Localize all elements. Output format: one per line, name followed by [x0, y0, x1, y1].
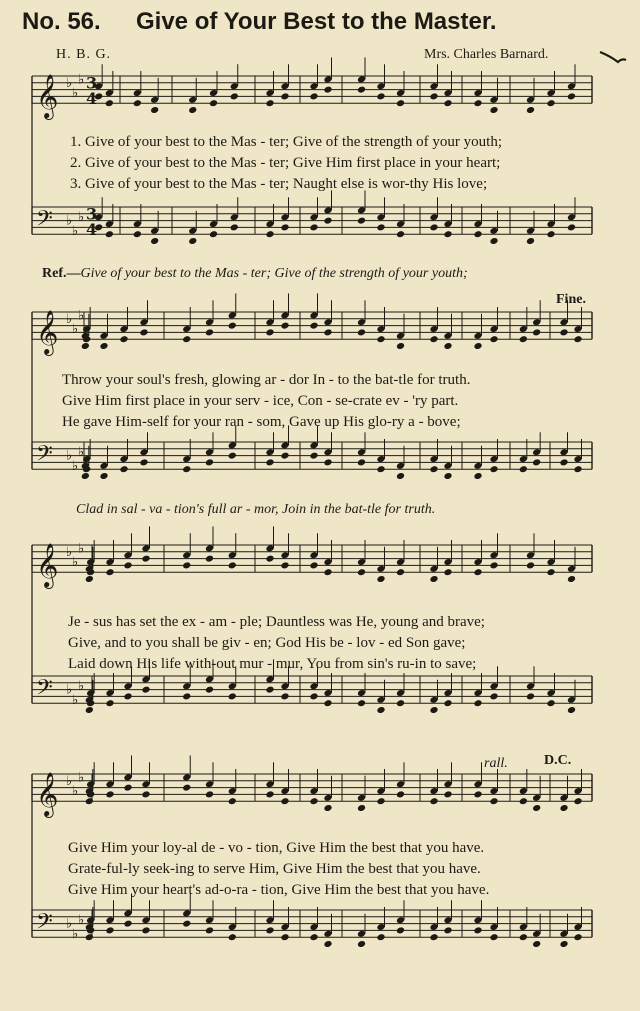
note-head	[357, 699, 366, 707]
flat-sign-icon: ♭	[78, 308, 85, 324]
note-head	[265, 555, 274, 563]
note-head	[141, 926, 150, 934]
flat-sign-icon: ♭	[66, 773, 73, 789]
flat-sign-icon: ♭	[78, 210, 85, 226]
note-head	[396, 99, 405, 107]
note-head	[376, 335, 385, 343]
note-head	[323, 804, 332, 812]
note-head	[230, 223, 239, 231]
note-head	[376, 706, 385, 714]
note-head	[309, 561, 318, 569]
note-head	[265, 328, 274, 336]
note-head	[323, 458, 332, 466]
note-head	[429, 92, 438, 100]
flat-sign-icon: ♭	[78, 541, 85, 557]
note-head	[205, 926, 214, 934]
verse-2-line-3: Give, and to you shall be giv - en; God His be - lov - ed Son gave;	[68, 635, 466, 651]
note-head	[280, 797, 289, 805]
note-head	[85, 575, 94, 583]
note-head	[376, 575, 385, 583]
note-head	[85, 706, 94, 714]
note-head	[532, 328, 541, 336]
note-head	[489, 237, 498, 245]
note-head	[357, 217, 366, 225]
note-head	[228, 933, 237, 941]
note-head	[123, 692, 132, 700]
note-head	[396, 472, 405, 480]
flat-sign-icon: ♭	[66, 544, 73, 560]
note-head	[105, 926, 114, 934]
note-head	[532, 458, 541, 466]
note-head	[357, 328, 366, 336]
bass-clef-icon: 𝄢	[36, 675, 53, 706]
note-head	[519, 335, 528, 343]
note-head	[473, 926, 482, 934]
note-head	[309, 452, 318, 460]
note-head	[429, 933, 438, 941]
flat-sign-icon: ♭	[72, 458, 79, 474]
note-head	[123, 920, 132, 928]
hymn-number: No. 56.	[22, 8, 101, 35]
note-head	[489, 561, 498, 569]
note-head	[141, 555, 150, 563]
bass-clef-icon: 𝄢	[36, 441, 53, 472]
note-head	[205, 458, 214, 466]
note-head	[473, 99, 482, 107]
note-head	[546, 568, 555, 576]
note-head	[567, 92, 576, 100]
note-head	[205, 686, 214, 694]
note-head	[141, 686, 150, 694]
note-head	[309, 92, 318, 100]
note-head	[133, 99, 142, 107]
note-head	[357, 940, 366, 948]
note-head	[123, 784, 132, 792]
note-head	[376, 465, 385, 473]
note-head	[265, 458, 274, 466]
note-head	[376, 797, 385, 805]
verse-1-line-2: Throw your soul's fresh, glowing ar - dor In - to the bat-tle for truth.	[62, 372, 471, 388]
flat-sign-icon: ♭	[72, 322, 79, 337]
verse-2-line-1: 2. Give of your best to the Mas - ter; Give Him first place in your heart;	[70, 155, 501, 171]
note-head	[205, 790, 214, 798]
note-head	[573, 335, 582, 343]
verse-1-line-3: Je - sus has set the ex - am - ple; Dauntless was He, young and brave;	[68, 614, 485, 630]
fine-marker: Fine.	[556, 292, 586, 307]
note-head	[357, 568, 366, 576]
bass-clef-icon: 𝄢	[36, 909, 53, 940]
note-head	[105, 230, 114, 238]
treble-clef-icon: 𝄞	[36, 543, 59, 588]
flat-sign-icon: ♭	[66, 311, 73, 327]
note-head	[526, 237, 535, 245]
note-head	[119, 465, 128, 473]
note-head	[139, 328, 148, 336]
note-head	[489, 106, 498, 114]
note-head	[309, 223, 318, 231]
note-head	[309, 797, 318, 805]
note-head	[473, 699, 482, 707]
note-head	[567, 706, 576, 714]
note-head	[429, 465, 438, 473]
note-head	[519, 465, 528, 473]
note-head	[323, 940, 332, 948]
flat-sign-icon: ♭	[66, 448, 73, 464]
flat-sign-icon: ♭	[72, 555, 79, 570]
note-head	[573, 465, 582, 473]
note-head	[473, 472, 482, 480]
note-head	[81, 472, 90, 480]
note-head	[443, 230, 452, 238]
note-head	[357, 804, 366, 812]
note-head	[280, 561, 289, 569]
verse-2-line-4: Grate-ful-ly seek-ing to serve Him, Give Him the best that you have.	[68, 861, 481, 877]
note-head	[188, 237, 197, 245]
flat-sign-icon: ♭	[78, 445, 85, 461]
note-head	[265, 686, 274, 694]
note-head	[105, 99, 114, 107]
note-head	[429, 575, 438, 583]
note-head	[182, 920, 191, 928]
verse-2-line-2: Give Him first place in your serv - ice, Con - se-crate ev - 'ry part.	[62, 393, 459, 409]
note-head	[473, 230, 482, 238]
composer-credit: Mrs. Charles Barnard.	[424, 47, 549, 62]
note-head	[182, 692, 191, 700]
refrain-line-1	[42, 266, 468, 282]
note-head	[559, 458, 568, 466]
time-signature-bottom: 4	[86, 89, 98, 109]
dc-marker: D.C.	[544, 753, 572, 768]
note-head	[123, 561, 132, 569]
note-head	[309, 692, 318, 700]
note-head	[376, 933, 385, 941]
note-head	[228, 797, 237, 805]
flat-sign-icon: ♭	[72, 926, 79, 942]
verse-3-line-1: 3. Give of your best to the Mas - ter; Naught else is wor-thy His love;	[70, 176, 488, 192]
refrain-label: Ref.—	[42, 266, 81, 281]
note-head	[489, 933, 498, 941]
note-head	[546, 699, 555, 707]
note-head	[81, 342, 90, 350]
time-signature-bottom: 4	[86, 220, 98, 240]
note-head	[280, 933, 289, 941]
note-head	[280, 692, 289, 700]
note-head	[429, 797, 438, 805]
verse-3-line-2: He gave Him-self for your ran - som, Gave up His glo-ry a - bove;	[62, 414, 461, 430]
flat-sign-icon: ♭	[72, 86, 79, 101]
note-head	[105, 568, 114, 576]
note-head	[567, 223, 576, 231]
note-head	[309, 322, 318, 330]
note-head	[559, 328, 568, 336]
note-head	[473, 342, 482, 350]
note-head	[265, 790, 274, 798]
time-signature-top: 3	[86, 73, 98, 93]
flat-sign-icon: ♭	[66, 682, 73, 698]
note-head	[150, 237, 159, 245]
flat-sign-icon: ♭	[66, 213, 73, 229]
flat-sign-icon: ♭	[78, 72, 85, 88]
note-head	[546, 99, 555, 107]
note-head	[323, 568, 332, 576]
note-head	[396, 926, 405, 934]
note-head	[205, 555, 214, 563]
note-head	[489, 465, 498, 473]
note-head	[323, 699, 332, 707]
note-head	[182, 784, 191, 792]
note-head	[376, 92, 385, 100]
note-head	[139, 458, 148, 466]
note-head	[443, 699, 452, 707]
note-head	[489, 692, 498, 700]
note-head	[85, 933, 94, 941]
note-head	[280, 322, 289, 330]
note-head	[357, 458, 366, 466]
note-head	[265, 99, 274, 107]
note-head	[519, 797, 528, 805]
note-head	[323, 217, 332, 225]
lyricist-credit: H. B. G.	[56, 47, 112, 62]
note-head	[188, 106, 197, 114]
note-head	[205, 328, 214, 336]
note-head	[443, 926, 452, 934]
note-head	[526, 561, 535, 569]
note-head	[532, 940, 541, 948]
verse-1-line-4: Give Him your loy-al de - vo - tion, Give Him the best that you have.	[68, 840, 485, 856]
rall-marker: rall.	[484, 756, 508, 771]
note-head	[323, 86, 332, 94]
note-head	[532, 804, 541, 812]
note-head	[105, 790, 114, 798]
note-head	[105, 699, 114, 707]
flat-sign-icon: ♭	[72, 223, 79, 239]
note-head	[228, 322, 237, 330]
note-head	[473, 790, 482, 798]
flat-sign-icon: ♭	[72, 784, 79, 799]
note-head	[150, 106, 159, 114]
note-head	[559, 804, 568, 812]
note-head	[209, 99, 218, 107]
note-head	[443, 342, 452, 350]
note-head	[489, 797, 498, 805]
note-head	[141, 790, 150, 798]
note-head	[559, 940, 568, 948]
note-head	[443, 99, 452, 107]
note-head	[443, 472, 452, 480]
flat-sign-icon: ♭	[78, 679, 85, 695]
note-head	[209, 230, 218, 238]
note-head	[519, 933, 528, 941]
refrain-line-2: Clad in sal - va - tion's full ar - mor, Join in the bat-tle for truth.	[76, 502, 436, 517]
hymn-title: Give of Your Best to the Master.	[136, 8, 497, 35]
note-head	[280, 452, 289, 460]
note-head	[228, 452, 237, 460]
note-head	[526, 692, 535, 700]
note-head	[573, 797, 582, 805]
note-head	[396, 230, 405, 238]
verse-3-line-4: Give Him your heart's ad-o-ra - tion, Give Him the best that you have.	[68, 882, 490, 898]
note-head	[85, 797, 94, 805]
note-head	[309, 933, 318, 941]
note-head	[573, 933, 582, 941]
note-head	[265, 926, 274, 934]
note-head	[526, 106, 535, 114]
note-head	[228, 561, 237, 569]
note-head	[443, 790, 452, 798]
note-head	[376, 223, 385, 231]
note-head	[99, 472, 108, 480]
verse-3-line-3: Laid down His life with-out mur - mur, You from sin's ru-in to save;	[68, 656, 477, 672]
note-head	[546, 230, 555, 238]
treble-clef-icon: 𝄞	[36, 74, 59, 119]
time-signature-top: 3	[86, 204, 98, 224]
note-head	[396, 699, 405, 707]
note-head	[567, 575, 576, 583]
note-head	[323, 328, 332, 336]
note-head	[182, 335, 191, 343]
bass-clef-icon: 𝄢	[36, 206, 53, 237]
note-head	[357, 86, 366, 94]
note-head	[230, 92, 239, 100]
flat-sign-icon: ♭	[72, 692, 79, 708]
verse-1-line-1: 1. Give of your best to the Mas - ter; Give of the strength of your youth;	[70, 134, 502, 150]
note-head	[182, 465, 191, 473]
note-head	[489, 335, 498, 343]
note-head	[429, 223, 438, 231]
flat-sign-icon: ♭	[66, 916, 73, 932]
note-head	[99, 342, 108, 350]
treble-clef-icon: 𝄞	[36, 310, 59, 355]
note-head	[396, 790, 405, 798]
pencil-mark-icon	[600, 52, 626, 62]
note-head	[280, 223, 289, 231]
note-head	[280, 92, 289, 100]
treble-clef-icon: 𝄞	[36, 772, 59, 817]
flat-sign-icon: ♭	[66, 75, 73, 91]
note-head	[396, 568, 405, 576]
refrain-text-1: Give of your best to the Mas - ter; Give of the strength of your youth;	[80, 266, 468, 281]
note-head	[133, 230, 142, 238]
note-head	[265, 230, 274, 238]
flat-sign-icon: ♭	[78, 770, 85, 786]
note-head	[396, 342, 405, 350]
note-head	[429, 335, 438, 343]
note-head	[119, 335, 128, 343]
note-head	[473, 568, 482, 576]
note-head	[182, 561, 191, 569]
flat-sign-icon: ♭	[78, 913, 85, 929]
note-head	[443, 568, 452, 576]
note-head	[429, 706, 438, 714]
note-head	[228, 692, 237, 700]
